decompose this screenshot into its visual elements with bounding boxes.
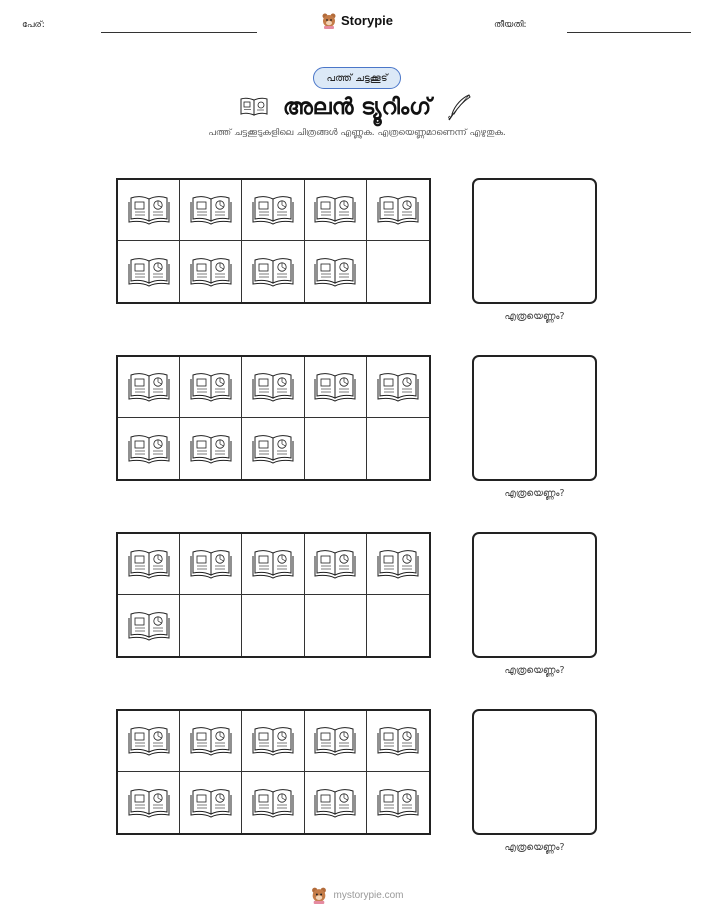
ten-frame-cell — [367, 772, 429, 833]
ten-frame-cell — [305, 418, 367, 479]
ten-frame-cell — [305, 595, 367, 656]
open-book-icon — [190, 256, 232, 288]
ten-frame-cell — [305, 534, 367, 595]
open-book-icon — [314, 725, 356, 757]
answer-prompt: എത്രയെണ്ണം? — [504, 665, 565, 676]
ten-frame-cell — [367, 357, 429, 418]
ten-frame-cell — [242, 711, 304, 772]
ten-frame-cell — [118, 711, 180, 772]
open-book-icon — [314, 548, 356, 580]
open-book-icon — [190, 194, 232, 226]
ten-frame-cell — [242, 772, 304, 833]
answer-prompt: എത്രയെണ്ണം? — [504, 842, 565, 853]
ten-frame-cell — [180, 595, 242, 656]
open-book-icon — [128, 548, 170, 580]
ten-frame-cell — [305, 711, 367, 772]
footer-url[interactable]: mystorypie.com — [333, 889, 404, 901]
ten-frame — [116, 178, 431, 304]
ten-frame-cell — [305, 772, 367, 833]
ten-frame-cell — [367, 534, 429, 595]
name-line[interactable] — [101, 32, 257, 33]
ten-frame-cell — [305, 241, 367, 302]
open-book-icon — [190, 433, 232, 465]
open-book-icon — [128, 725, 170, 757]
ten-frame-cell — [118, 180, 180, 241]
ten-frame-cell — [367, 241, 429, 302]
ten-frame-cell — [180, 180, 242, 241]
ten-frame-cell — [367, 180, 429, 241]
bear-logo-icon — [321, 12, 337, 29]
open-book-icon — [252, 787, 294, 819]
ten-frame — [116, 532, 431, 658]
answer-box[interactable] — [472, 355, 597, 481]
open-book-icon — [128, 256, 170, 288]
brand — [0, 12, 714, 29]
open-book-icon — [252, 725, 294, 757]
ten-frame-cell — [118, 241, 180, 302]
topic-badge: പത്ത് ചട്ടക്കൂട് — [313, 67, 401, 89]
bear-logo-icon — [310, 886, 328, 904]
ten-frame-cell — [180, 772, 242, 833]
open-book-icon — [314, 787, 356, 819]
answer-prompt: എത്രയെണ്ണം? — [504, 311, 565, 322]
ten-frame-cell — [242, 595, 304, 656]
open-book-icon — [128, 371, 170, 403]
open-book-icon — [252, 371, 294, 403]
quill-icon — [445, 92, 475, 122]
open-book-icon — [252, 548, 294, 580]
ten-frame-cell — [180, 534, 242, 595]
answer-box[interactable] — [472, 178, 597, 304]
ten-frame-cell — [305, 180, 367, 241]
ten-frame-cell — [180, 357, 242, 418]
ten-frame-cell — [118, 357, 180, 418]
ten-frame-cell — [367, 418, 429, 479]
answer-box[interactable] — [472, 709, 597, 835]
open-book-icon — [252, 256, 294, 288]
ten-frame-cell — [118, 534, 180, 595]
ten-frame-cell — [180, 418, 242, 479]
open-book-icon — [190, 787, 232, 819]
name-label: പേര്: — [22, 20, 45, 30]
ten-frame — [116, 709, 431, 835]
ten-frame-cell — [242, 241, 304, 302]
footer — [0, 886, 714, 904]
answer-box[interactable] — [472, 532, 597, 658]
open-book-icon — [190, 371, 232, 403]
instructions: പത്ത് ചട്ടക്കൂടുകളിലെ ചിത്രങ്ങൾ എണ്ണുക. എത്രയെണ്ണമാണെന്ന് എഴുതുക. — [208, 128, 506, 138]
ten-frame-cell — [242, 418, 304, 479]
ten-frame — [116, 355, 431, 481]
open-book-icon — [314, 256, 356, 288]
open-book-icon — [377, 371, 419, 403]
open-book-icon — [190, 548, 232, 580]
open-book-icon — [128, 194, 170, 226]
ten-frame-cell — [118, 595, 180, 656]
open-book-icon — [314, 371, 356, 403]
date-label: തീയതി: — [494, 20, 527, 30]
open-book-icon — [377, 787, 419, 819]
open-book-icon — [128, 787, 170, 819]
title-row — [0, 90, 714, 124]
ten-frame-cell — [118, 772, 180, 833]
open-book-icon — [377, 194, 419, 226]
open-book-icon — [128, 610, 170, 642]
open-book-icon — [128, 433, 170, 465]
ten-frame-cell — [118, 418, 180, 479]
ten-frame-cell — [242, 357, 304, 418]
ten-frame-cell — [367, 711, 429, 772]
ten-frame-cell — [180, 711, 242, 772]
open-book-icon — [190, 725, 232, 757]
open-book-icon — [377, 548, 419, 580]
ten-frame-cell — [242, 180, 304, 241]
date-line[interactable] — [567, 32, 691, 33]
open-book-icon — [314, 194, 356, 226]
book-icon — [239, 96, 269, 118]
ten-frame-cell — [180, 241, 242, 302]
answer-prompt: എത്രയെണ്ണം? — [504, 488, 565, 499]
open-book-icon — [377, 725, 419, 757]
open-book-icon — [252, 433, 294, 465]
ten-frame-cell — [242, 534, 304, 595]
brand-name: Storypie — [340, 13, 393, 28]
open-book-icon — [252, 194, 294, 226]
page-title: അലൻ ട്യൂറിംഗ് — [282, 94, 432, 120]
ten-frame-cell — [367, 595, 429, 656]
ten-frame-cell — [305, 357, 367, 418]
